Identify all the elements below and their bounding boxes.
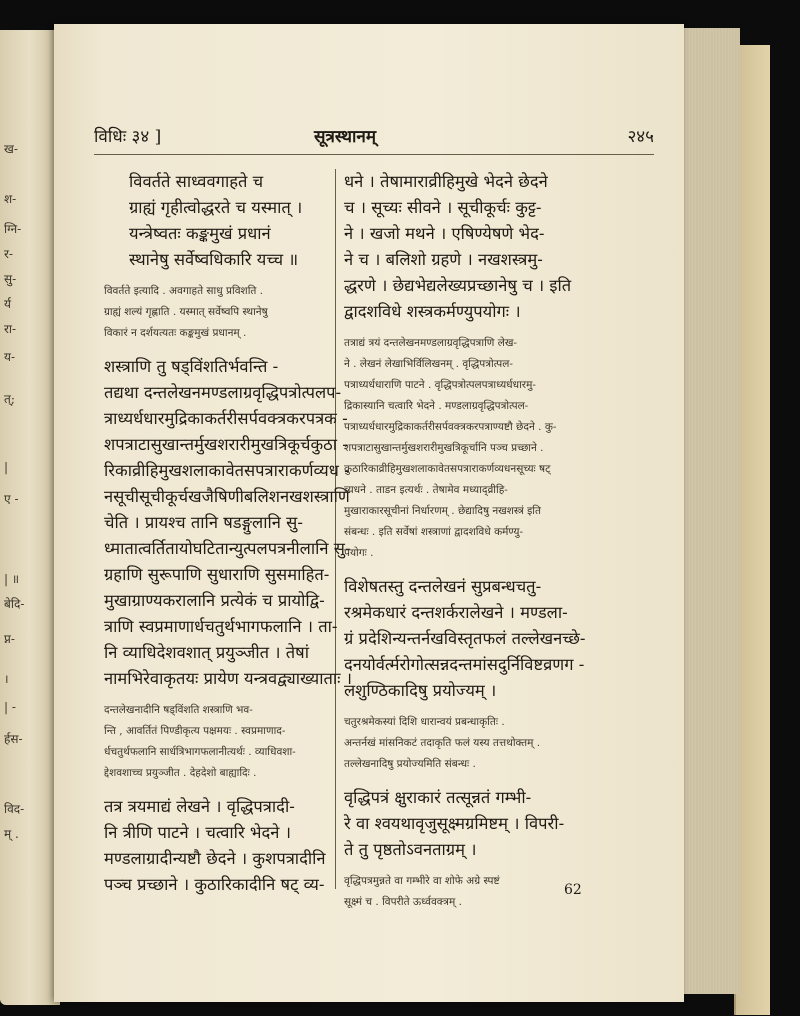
commentary-line: कुठारिकाव्रीहिमुखशलाकावेतसपत्राराकर्णव्यधनसूच्यः षट् [344,463,551,475]
commentary-block [344,871,644,913]
text-line: पञ्च प्रच्छाने । कुठारिकादीनि षट् व्य- [104,875,325,894]
facing-page-fragment: रा- [4,322,17,336]
commentary-line: सूक्ष्मं च . विपरीते ऊर्ध्ववक्त्रम् . [344,896,462,908]
text-block [104,794,354,898]
header-title: सूत्रस्थानम् [314,127,377,147]
text-block [344,785,644,863]
commentary-line: पत्राध्यर्धधारमुद्रिकाकर्तरीसर्पवक्त्रकरपत्राण्यष्टौ छेदने . कु- [344,421,557,433]
text-line: शस्त्राणि तु षड्विंशतिर्भवन्ति - [104,357,279,376]
commentary-block [344,333,644,564]
text-line: मुखाग्राण्यकरालानि प्रत्येकं च प्रायोद्वि- [104,591,325,610]
facing-page-fragment: | ॥ [4,572,20,586]
text-line: नसूचीसूचीकूर्चखजैषिणीबलिशनखशस्त्राणि [104,487,350,506]
commentary-line: मुखाराकारसूचीनां निर्धारणम् . छेद्यादिषु नखशस्त्रं इति [344,505,541,517]
text-line: ध्मातात्वर्तितायोघटितान्युत्पलपत्रनीलानि सु- [104,539,351,558]
text-line: शपत्राटासुखान्तर्मुखशरारीमुखत्रिकूर्चकुठा - [104,435,348,454]
commentary-block [104,700,354,784]
text-line: ग्रहाणि सुरूपाणि सुधाराणि सुसमाहित- [104,565,330,584]
left-column [104,169,354,906]
commentary-line: पत्राध्यर्धधाराणि पाटने . वृद्धिपत्रोत्पलपत्राध्यर्धधारमु- [344,379,536,391]
facing-page-fragment: सु- [4,272,17,286]
text-block [344,169,644,325]
header-page-number: २४५ [627,127,654,147]
commentary-block [344,712,644,775]
commentary-line: चतुरश्रमेकस्यां दिशि धारान्वयं प्रबन्धाकृतिः . [344,716,505,728]
commentary-line: पयोगः . [344,547,374,559]
facing-page-fragment: विद- [4,802,25,816]
commentary-line: वृद्धिपत्रमुन्नते वा गम्भीरे वा शोफे अग्रे स्पष्टं [344,875,500,887]
commentary-line: शपत्राटासुखान्तर्मुखशरारीमुखत्रिकूर्चानि पञ्च प्रच्छाने . [344,442,544,454]
header-section: विधिः ३४ ] [94,127,162,147]
commentary-line: र्धचतुर्थफलानि सार्धत्रिभागफलानीत्यर्थः . व्याधिवशा- [104,746,296,758]
right-column [344,169,644,923]
facing-page-fragment: र्हस- [4,732,23,746]
text-line: विवर्तते साध्ववगाहते च [129,172,264,191]
text-line: द्धरणे । छेद्यभेद्यलेख्यप्रच्छानेषु च । इति [344,276,572,295]
text-line: तद्यथा दन्तलेखनमण्डलाग्रवृद्धिपत्रोत्पलप- [104,383,342,402]
facing-page-fragment: श- [4,192,17,206]
header-rule [94,154,654,155]
commentary-line: संबन्धः . इति सर्वेषां शस्त्राणां द्वादशविधे कर्मण्यु- [344,526,524,538]
text-line: रिकाव्रीहिमुखशलाकावेतसपत्राराकर्णव्यध - [104,461,350,480]
facing-page-fragment: | - [4,700,16,714]
verse-block [104,169,354,273]
commentary-line: तल्लेखनादिषु प्रयोज्यमिति संबन्धः . [344,758,476,770]
commentary-line: तत्राद्यं त्रयं दन्तलेखनमण्डलाग्रवृद्धिपत्राणि लेख- [344,337,517,349]
facing-page-fragment: य- [4,350,16,364]
running-header [94,124,654,150]
facing-page-fragment: ए - [4,492,19,506]
text-line: ने च । बलिशो ग्रहणे । नखशस्त्रमु- [344,250,543,269]
commentary-line: दन्तलेखनादीनि षड्विंशति शस्त्राणि भव- [104,704,253,716]
facing-page-fragment: र- [4,247,13,261]
text-line: नामभिरेवाकृतयः प्रायेण यन्त्रवद्व्याख्याताः । [104,669,352,688]
commentary-line: ने . लेखनं लेखाभिर्विलिखनम् . वृद्धिपत्रोत्पल- [344,358,513,370]
text-line: ग्रं प्रदेशिन्यन्तर्नखविस्तृतफलं तल्लेखनच्छे- [344,629,586,648]
commentary-line: द्देशवशाच्च प्रयुञ्जीत . देहदेशो बाह्यादिः . [104,767,257,779]
facing-page [0,30,60,1005]
text-line: रश्रमेकधारं दन्तशर्करालेखने । मण्डला- [344,603,568,622]
text-line: यन्त्रेष्वतः कङ्कमुखं प्रधानं [129,224,271,243]
text-line: त्राणि स्वप्रमाणार्धचतुर्थभागफलानि । ता- [104,617,338,636]
page-number: 62 [564,882,582,898]
facing-page-fragment: | [4,460,9,474]
commentary-line: विवर्तते इत्यादि . अवगाहते साधु प्रविशति . [104,285,264,297]
text-line: ते तु पृष्ठतोऽवनताग्रम् । [344,840,477,859]
text-block [104,354,354,692]
text-line: ग्राह्यं गृहीत्वोद्धरते च यस्मात् । [129,198,303,217]
facing-page-fragment: म् . [4,827,19,841]
commentary-line: व्यधने . ताडन इत्यर्थः . तेषामेव मध्याद्व्रीहि- [344,484,508,496]
text-line: वृद्धिपत्रं क्षुराकारं तत्सून्नतं गम्भी- [344,788,532,807]
text-line: चेति । प्रायश्च तानि षडङ्गुलानि सु- [104,513,303,532]
text-line: स्थानेषु सर्वेष्वधिकारि यच्च ॥ [129,250,299,269]
commentary-line: न्ति , आवर्तितं पिण्डीकृत्य पक्षमयः . स्वप्रमाणाद- [104,725,286,737]
facing-page-fragment: बेदि- [4,597,25,611]
text-line: विशेषतस्तु दन्तलेखनं सुप्रबन्धचतु- [344,577,542,596]
text-line: नि व्याधिदेशवशात् प्रयुञ्जीत । तेषां [104,643,309,662]
facing-page-fragment: ख- [4,142,18,156]
text-line: च । सूच्यः सीवने । सूचीकूर्चः कुट्ट- [344,198,542,217]
text-line: दनयोर्वर्त्मरोगोत्सन्नदन्तमांसदुर्निविष्टव्रणग - [344,655,585,674]
text-line: लशुण्ठिकादिषु प्रयोज्यम् । [344,681,497,700]
facing-page-fragment: ग्नि- [4,222,22,236]
text-line: ने । खजो मथने । एषिण्येषणे भेद- [344,224,545,243]
facing-page-fragment: । [4,672,9,686]
book-page [54,24,684,1002]
commentary-line: द्रिकास्यानि चत्वारि भेदने . मण्डलाग्रवृद्धिपत्रोत्पल- [344,400,529,412]
text-line: मण्डलाग्रादीन्यष्टौ छेदने । कुशपत्रादीनि [104,849,326,868]
facing-page-fragment: प्न- [4,632,15,646]
text-line: धने । तेषामाराव्रीहिमुखे भेदने छेदने [344,172,548,191]
text-line: नि त्रीणि पाटने । चत्वारि भेदने । [104,823,291,842]
facing-page-fragment: र्य [4,297,11,311]
commentary-line: विकारं न दर्शयत्यतः कङ्कमुखं प्रधानम् . [104,327,247,339]
page-edges [680,28,740,994]
commentary-line: ग्राह्यं शल्यं गृह्णाति . यस्मात् सर्वेष्वपि स्थानेषु [104,306,268,318]
commentary-block [104,281,354,344]
text-line: द्वादशविधे शस्त्रकर्मण्युपयोगः । [344,302,521,321]
text-line: तत्र त्रयमाद्यं लेखने । वृद्धिपत्रादी- [104,797,295,816]
facing-page-fragment: त्; [4,392,15,406]
commentary-line: अन्तर्नखं मांसनिकटं तदाकृति फलं यस्य तत्तथोक्तम् . [344,737,541,749]
text-block [344,574,644,704]
text-line: रे वा श्वयथावृजुसूक्ष्मग्रमिष्टम् । विपरी- [344,814,565,833]
text-line: त्राध्यर्धधारमुद्रिकाकर्तरीसर्पवक्त्रकरपत्रक - [104,409,348,428]
